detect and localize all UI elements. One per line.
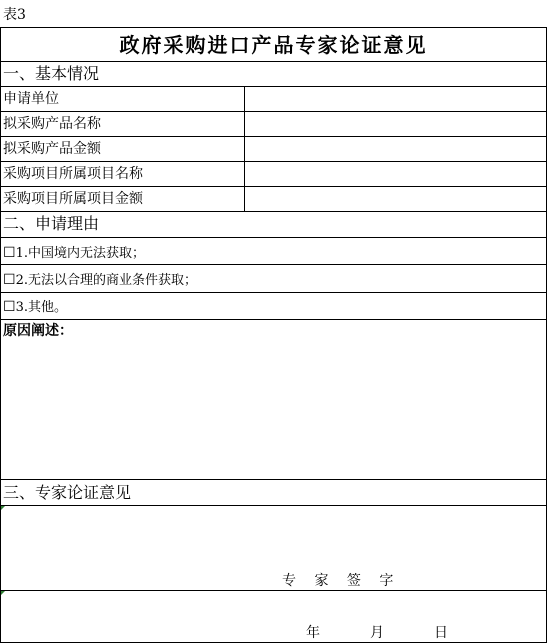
field-label-project-amount: 采购项目所属项目金额	[3, 191, 143, 207]
date-month-label: 月	[370, 625, 384, 641]
row-divider	[0, 479, 547, 480]
option-row-unreasonable-terms	[3, 271, 197, 287]
option-row-unavailable	[3, 244, 145, 260]
field-label-project-name: 采购项目所属项目名称	[3, 166, 143, 182]
field-value-project-amount[interactable]	[245, 187, 546, 211]
field-label-applicant: 申请单位	[3, 91, 59, 107]
table-border-top	[0, 27, 547, 28]
row-divider	[0, 590, 547, 591]
row-divider	[0, 237, 547, 238]
date-day-label: 日	[434, 625, 448, 641]
cell-comment-marker	[1, 591, 5, 595]
row-divider	[0, 292, 547, 293]
field-value-applicant[interactable]	[245, 87, 546, 111]
reason-description-field[interactable]	[1, 342, 546, 478]
row-divider	[0, 211, 547, 212]
section-heading-reasons: 二、申请理由	[3, 214, 100, 233]
table-number: 表3	[3, 7, 26, 23]
field-label-product-name: 拟采购产品名称	[3, 116, 101, 132]
form-title: 政府采购进口产品专家论证意见	[119, 33, 428, 57]
option-label-other: 3.其他。	[15, 300, 67, 315]
checkbox-other[interactable]: ☐	[3, 299, 16, 315]
checkbox-unreasonable-terms[interactable]: ☐	[3, 272, 16, 288]
field-value-project-name[interactable]	[245, 162, 546, 186]
section-heading-expert-opinion: 三、专家论证意见	[3, 483, 132, 502]
row-divider	[0, 264, 547, 265]
expert-signature-label: 专 家 签 字	[282, 573, 396, 589]
row-divider	[0, 61, 547, 62]
checkbox-unavailable[interactable]: ☐	[3, 245, 16, 261]
section-heading-basic-info: 一、基本情况	[3, 64, 100, 83]
field-value-product-amount[interactable]	[245, 137, 546, 161]
option-label-unavailable: 1.中国境内无法获取；	[15, 246, 145, 261]
row-divider	[0, 319, 547, 320]
date-year-label: 年	[306, 625, 320, 641]
expert-opinion-field[interactable]	[1, 506, 546, 571]
field-label-product-amount: 拟采购产品金额	[3, 141, 101, 157]
option-label-unreasonable-terms: 2.无法以合理的商业条件获取；	[15, 273, 197, 288]
reason-description-label: 原因阐述：	[3, 323, 73, 339]
field-value-product-name[interactable]	[245, 112, 546, 136]
option-row-other	[3, 298, 67, 314]
